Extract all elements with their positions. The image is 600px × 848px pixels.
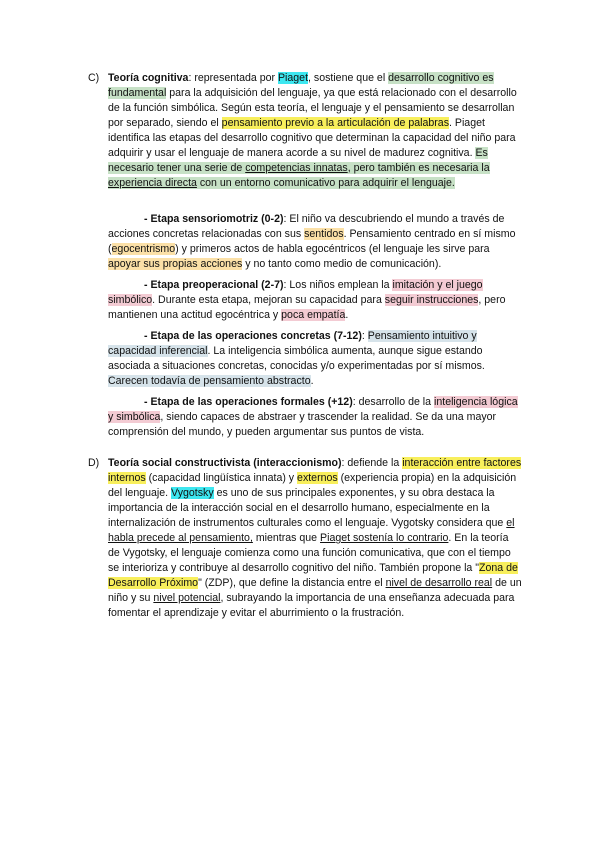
stage-sensoriomotriz: - Etapa sensoriomotriz (0-2): El niño va descubriendo el mundo a través de acciones concretas relacionadas con sus sentidos. Pensamiento centrado en sí mismo (egocentrismo) y primeros actos de habla egocéntricos (el lenguaje les sirve para apoyar sus propias acciones y no tanto como medio de comunicación). <box>108 213 516 270</box>
stage-heading: - Etapa de las operaciones formales (+12) <box>144 396 353 408</box>
highlight-seguir-instrucciones: seguir instrucciones <box>384 294 479 306</box>
stage-heading: - Etapa preoperacional (2-7) <box>144 279 284 291</box>
highlight-inteligencia-logica: inteligencia lógica y simbólica <box>108 396 518 423</box>
highlight-desarrollo-cognitivo: desarrollo cognitivo es fundamental <box>108 72 494 99</box>
section-d-marker: D) <box>88 457 100 469</box>
stage-operaciones-concretas: - Etapa de las operaciones concretas (7-12): Pensamiento intuitivo y capacidad inferencial. La inteligencia simbólica aumenta, aunque sigue estando asociada a situaciones concretas, conocidas y/o experimentadas por sí mismos. Carecen todavía de pensamiento abstracto. <box>108 330 485 387</box>
underline-nivel-real: nivel de desarrollo real <box>385 577 493 589</box>
highlight-sentidos: sentidos <box>304 228 344 240</box>
section-d-paragraph: Teoría social constructivista (interaccionismo): defiende la interacción entre factores internos (capacidad lingüística innata) y externos (experiencia propia) en la adquisición del lenguaje. Vygotsky es uno de sus principales exponentes, y su obra destaca la importancia de la interacción social en el desarrollo humano, especialmente en la internalización de instrumentos culturales como el lenguaje. Vygotsky considera que el habla precede al pensamiento, mientras que Piaget sostenía lo contrario. En la teoría de Vygotsky, el lenguaje comienza como una función comunicativa, que con el tiempo se interioriza y contribuye al desarrollo cognitivo del niño. También propone la "Zona de Desarrollo Próximo" (ZDP), que define la distancia entre el nivel de desarrollo real de un niño y su nivel potencial, subrayando la importancia de una enseñanza adecuada para fomentar el aprendizaje y evitar el aburrimiento o la frustración. <box>108 457 522 619</box>
highlight-pensamiento-previo: pensamiento previo a la articulación de palabras <box>221 117 449 129</box>
stage-heading: - Etapa de las operaciones concretas (7-12) <box>144 330 362 342</box>
highlight-es-necesario: Es necesario tener una serie de competencias innatas, pero también es necesaria la experiencia directa con un entorno comunicativo para adquirir el lenguaje. <box>108 147 490 189</box>
highlight-apoyar-acciones: apoyar sus propias acciones <box>108 258 243 270</box>
stage-operaciones-formales: - Etapa de las operaciones formales (+12): desarrollo de la inteligencia lógica y simbólica, siendo capaces de abstraer y trascender la realidad. Se da una mayor comprensión del mundo, y pueden argumentar sus puntos de vista. <box>108 396 518 438</box>
section-c-marker: C) <box>88 72 100 84</box>
highlight-piaget: Piaget <box>277 72 309 84</box>
highlight-imitacion-juego: imitación y el juego simbólico <box>108 279 483 306</box>
stage-preoperacional: - Etapa preoperacional (2-7): Los niños emplean la imitación y el juego simbólico. Durante esta etapa, mejoran su capacidad para seguir instrucciones, pero mantienen una actitud egocéntrica y poca empatía. <box>108 279 506 321</box>
underline-piaget-contrario: Piaget sostenía lo contrario <box>320 532 449 544</box>
highlight-vygotsky: Vygotsky <box>171 487 214 499</box>
highlight-poca-empatia: poca empatía <box>281 309 346 321</box>
highlight-zdp: Zona de Desarrollo Próximo <box>108 562 518 589</box>
highlight-egocentrismo: egocentrismo <box>111 243 176 255</box>
section-c-title: Teoría cognitiva <box>108 72 189 84</box>
highlight-externos: externos <box>297 472 338 484</box>
underline-experiencia-directa: experiencia directa <box>108 177 197 189</box>
section-c-paragraph: Teoría cognitiva: representada por Piaget, sostiene que el desarrollo cognitivo es fundamental para la adquisición del lenguaje, ya que está relacionado con el desarrollo de la función simbólica. Según esta teoría, el lenguaje y el pensamiento se desarrollan por separado, siendo el pensamiento previo a la articulación de palabras. Piaget identifica las etapas del desarrollo cognitivo que determinan la capacidad del niño para adquirir y usar el lenguaje de manera acorde a su nivel de madurez cognitiva. Es necesario tener una serie de competencias innatas, pero también es necesaria la experiencia directa con un entorno comunicativo para adquirir el lenguaje. <box>108 72 517 189</box>
highlight-interaccion-factores: interacción entre factores internos <box>108 457 522 484</box>
highlight-pensamiento-intuitivo: Pensamiento intuitivo y capacidad inferencial <box>108 330 477 357</box>
section-d-title: Teoría social constructivista (interaccionismo) <box>108 457 342 469</box>
underline-competencias-innatas: competencias innatas <box>245 162 348 174</box>
stage-heading: - Etapa sensoriomotriz (0-2) <box>144 213 284 225</box>
underline-nivel-potencial: nivel potencial <box>153 592 221 604</box>
underline-habla-precede: el habla precede al pensamiento, <box>108 517 515 544</box>
highlight-carecen-abstracto: Carecen todavía de pensamiento abstracto <box>108 375 311 387</box>
